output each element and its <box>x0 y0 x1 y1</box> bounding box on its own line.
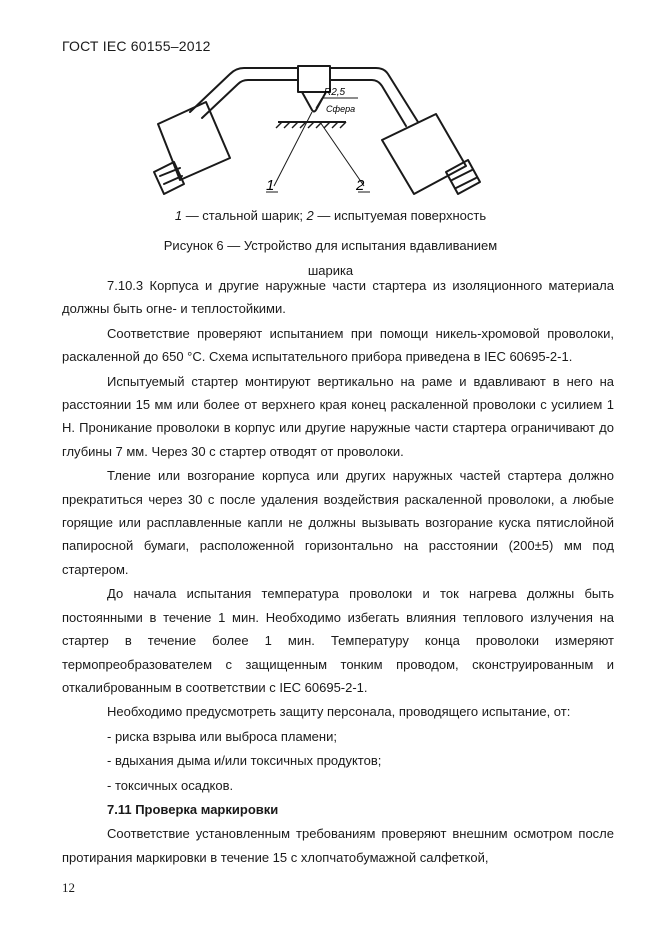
callout-1-leader <box>274 112 312 186</box>
paragraph-protection: Необходимо предусмотреть защиту персонала, проводящего испытание, от: <box>107 704 571 720</box>
list-item: - риска взрыва или выброса пламени; <box>107 728 337 744</box>
indenter-cone <box>302 92 326 112</box>
callout-2-label: 2 <box>356 177 365 194</box>
legend-text-2: — испытуемая поверхность <box>313 208 487 223</box>
legend-number-1: 1 <box>174 208 183 223</box>
section-heading-7-11: 7.11 Проверка маркировки <box>107 801 279 817</box>
right-weight <box>382 114 466 194</box>
page-number: 12 <box>62 880 75 895</box>
paragraph-7-10-3: 7.10.3 Корпуса и другие наружные части стартера из изоляционного материала должны быть огне- и теплостойкими. <box>62 278 614 317</box>
document-header: ГОСТ IEC 60155–2012 <box>62 38 211 54</box>
sphere-label: Сфера <box>326 104 356 114</box>
callout-1-label: 1 <box>266 177 275 194</box>
left-arm-outer <box>190 68 298 112</box>
paragraph-temperature: До начала испытания температура проволоки и ток нагрева должны быть постоянными в течение 1 мин. Необходимо избегать влияния теплового излучения на стартер в течение более 1 мин. Температуру конца проволоки измеряют термопреобразователем с защищенным тонким проводом, сконструированным и откалиброванным в соответствии с IEC 60695-2-1. <box>62 586 614 695</box>
paragraph-mounting: Испытуемый стартер монтируют вертикально на раме и вдавливают в него на расстоянии 15 мм или более от верхнего края конец раскаленной проволоки с усилием 1 Н. Проникание проволоки в корпус или другие наружные части стартера ограничивают до глубины 7 мм. Через 30 с стартер отводят от проволоки. <box>62 373 614 459</box>
paragraph-compliance-test: Соответствие проверяют испытанием при помощи никель-хромовой проволоки, раскаленной до 650 °С. Схема испытательного прибора приведена в IEC 60695-2-1. <box>62 325 614 365</box>
figure-legend <box>0 208 661 223</box>
left-weight <box>158 102 230 180</box>
ball-pressure-apparatus-figure <box>150 62 490 210</box>
list-item: - вдыхания дыма и/или токсичных продуктов; <box>107 753 382 769</box>
body-text <box>62 274 614 870</box>
apparatus-drawing <box>150 62 490 210</box>
right-nut <box>446 160 480 194</box>
legend-number-2: 2 <box>306 208 314 223</box>
list-item: - токсичных осадков. <box>107 777 234 793</box>
paragraph-burning: Тление или возгорание корпуса или других наружных частей стартера должно прекратиться через 30 с после удаления воздействия раскаленной проволоки, а любые горящие или расплавленные капли не должны вызывать возгорание куска пятислойной папиросной бумаги, расположенной горизонтально на расстоянии (200±5) мм под стартером. <box>62 468 614 577</box>
paragraph-marking-check: Соответствие установленным требованиям проверяют внешним осмотром после протирания маркировки в течение 15 с хлопчатобумажной салфеткой, <box>62 826 614 865</box>
radius-label: R2,5 <box>324 87 346 98</box>
figure-caption-line-2: шарика <box>307 263 354 278</box>
figure-caption-line-1: Рисунок 6 — Устройство для испытания вдавливанием <box>163 238 498 253</box>
legend-text-1: — стальной шарик; <box>182 208 307 223</box>
